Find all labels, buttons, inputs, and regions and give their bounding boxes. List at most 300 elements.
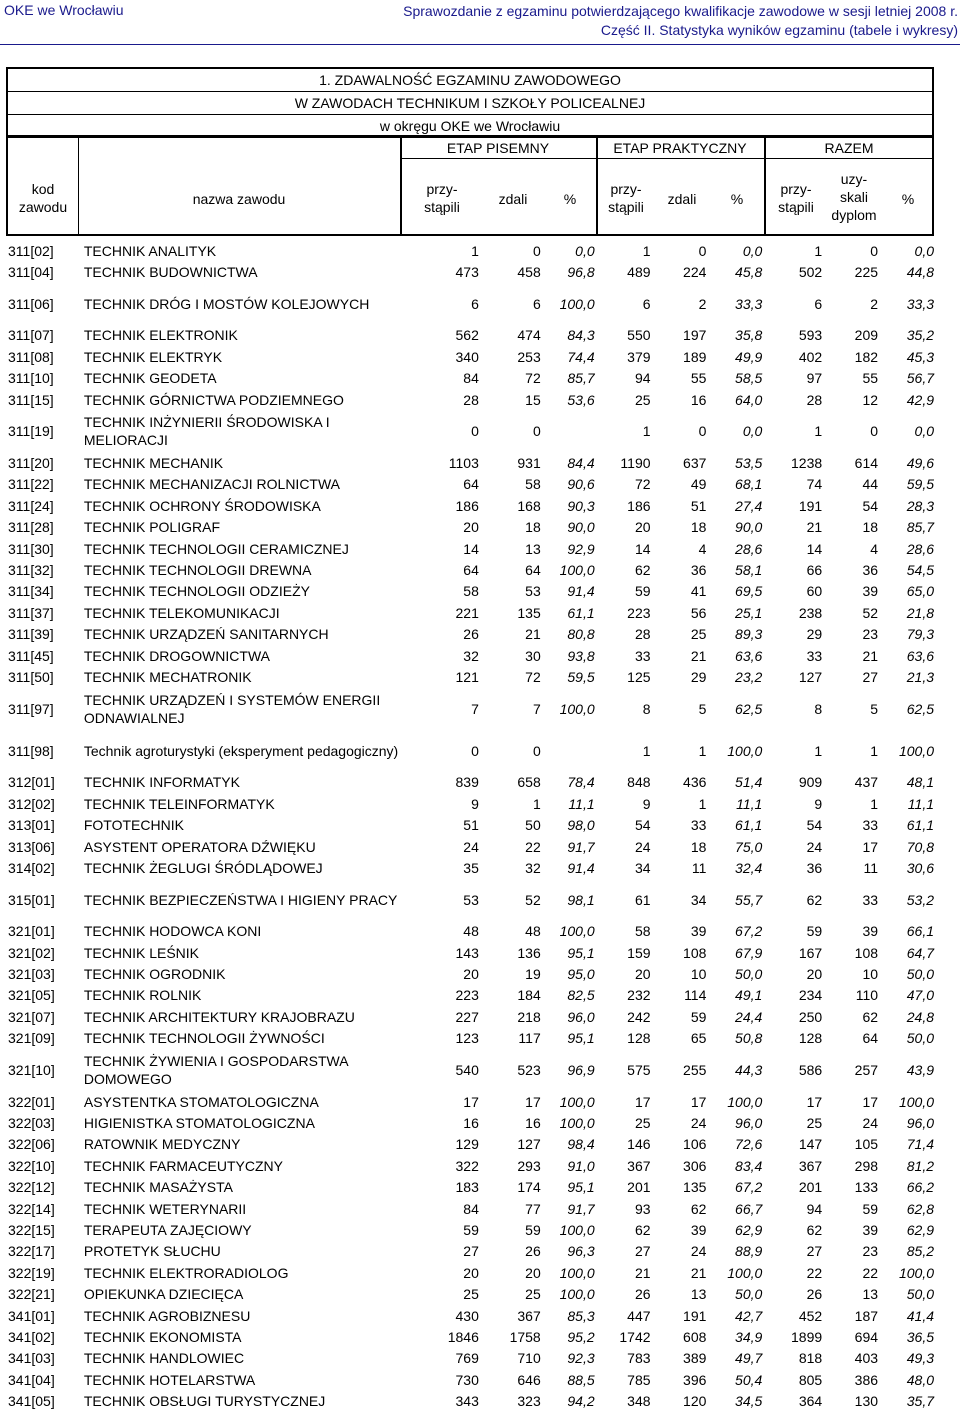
table-row [6, 559, 934, 580]
report-title: Sprawozdanie z egzaminu potwierdzającego kwalifikacje zawodowe w sesji letniej 2008 r. [403, 3, 958, 19]
table-row [6, 623, 934, 644]
total-diploma-value: 437 [854, 774, 879, 791]
written-pct-value [541, 730, 595, 772]
total-took-value: 17 [806, 1093, 823, 1110]
practical-took-value: 14 [634, 540, 651, 557]
written-passed-value: 7 [532, 700, 541, 717]
written-pct-value: 96,8 [567, 264, 595, 281]
practical-passed-value: 29 [690, 668, 707, 685]
total-diploma-value: 17 [862, 838, 879, 855]
practical-pct-value: 89,3 [735, 626, 763, 643]
stage-written: ETAP PISEMNY [446, 140, 550, 156]
total-took-value: 1238 [791, 455, 823, 472]
table-row [6, 602, 934, 623]
practical-took-value: 1 [642, 423, 651, 440]
total-took-value: 586 [798, 1061, 823, 1078]
total-diploma-value: 403 [854, 1350, 879, 1367]
written-pct-value: 100,0 [559, 295, 595, 312]
total-pct-value: 24,8 [906, 1008, 934, 1025]
occupation-name: TERAPEUTA ZAJĘCIOWY [83, 1221, 252, 1238]
occupation-code: 341[03] [8, 1350, 55, 1367]
written-pct-value: 95,2 [567, 1328, 595, 1345]
written-took-value: 186 [455, 497, 479, 514]
page-header-right [403, 2, 958, 40]
occupation-code: 313[06] [8, 838, 55, 855]
practical-took-value: 20 [634, 966, 651, 983]
practical-took-value: 94 [634, 370, 651, 387]
practical-pct-value: 69,5 [735, 583, 763, 600]
total-took-value: 1 [814, 742, 823, 759]
practical-pct-value: 53,5 [735, 455, 763, 472]
table-title: 1. ZDAWALNOŚĆ EGZAMINU ZAWODOWEGO [319, 72, 621, 88]
total-took-value: 21 [806, 519, 823, 536]
page-header-left: OKE we Wrocławiu [4, 2, 124, 18]
total-took-value: 94 [806, 1200, 823, 1217]
total-pct-value: 62,8 [906, 1200, 934, 1217]
written-took-value: 343 [455, 1393, 479, 1410]
total-diploma-value: 10 [862, 966, 879, 983]
written-took-value: 123 [455, 1030, 479, 1047]
practical-pct-value: 63,6 [735, 647, 763, 664]
total-pct-value: 71,4 [906, 1136, 934, 1153]
occupation-code: 311[07] [8, 327, 54, 344]
written-took-value: 223 [455, 987, 479, 1004]
written-took-value: 64 [463, 476, 479, 493]
total-took-value: 20 [806, 966, 823, 983]
practical-pct-value: 51,4 [735, 774, 763, 791]
total-took-value: 128 [798, 1030, 823, 1047]
occupation-code: 321[01] [8, 923, 55, 940]
written-pct-value: 93,8 [567, 647, 595, 664]
written-passed-value: 21 [525, 626, 541, 643]
written-took-value: 322 [455, 1157, 479, 1174]
occupation-name: TECHNIK HANDLOWIEC [83, 1350, 245, 1367]
col-written-passed: zdali [498, 191, 528, 207]
practical-took-value: 8 [642, 700, 651, 717]
occupation-name: TECHNIK ROLNIK [83, 987, 202, 1004]
practical-took-value: 1742 [619, 1328, 651, 1345]
total-diploma-value: 105 [854, 1136, 879, 1153]
practical-passed-value: 608 [683, 1328, 707, 1345]
practical-passed-value: 17 [690, 1093, 707, 1110]
table-row [6, 1241, 934, 1262]
occupation-code: 311[02] [8, 242, 54, 259]
total-diploma-value: 694 [854, 1328, 879, 1345]
practical-pct-value: 11,1 [736, 795, 763, 812]
total-pct-value: 100,0 [898, 1093, 934, 1110]
practical-took-value: 489 [627, 264, 651, 281]
total-took-value: 1899 [791, 1328, 823, 1345]
practical-pct-value: 67,2 [735, 923, 763, 940]
occupation-name: TECHNIK LEŚNIK [83, 944, 199, 961]
table-row [6, 389, 934, 410]
written-pct-value: 85,7 [567, 370, 595, 387]
practical-passed-value: 56 [690, 604, 707, 621]
practical-took-value: 783 [627, 1350, 651, 1367]
written-took-value: 769 [455, 1350, 479, 1367]
practical-pct-value: 67,9 [735, 944, 763, 961]
written-passed-value: 136 [517, 944, 541, 961]
practical-passed-value: 396 [683, 1371, 707, 1388]
total-took-value: 60 [806, 583, 823, 600]
occupation-code: 322[03] [8, 1115, 55, 1132]
occupation-name: TECHNIK BEZPIECZEŃSTWA I HIGIENY PRACY [83, 891, 398, 908]
practical-pct-value: 0,0 [742, 423, 763, 440]
occupation-name: ASYSTENT OPERATORA DŹWIĘKU [83, 838, 316, 855]
total-pct-value: 45,3 [906, 348, 934, 365]
practical-pct-value: 50,4 [735, 1371, 763, 1388]
written-passed-value: 323 [517, 1393, 541, 1410]
written-took-value: 143 [455, 944, 479, 961]
occupation-name: TECHNIK TECHNOLOGII ŻYWNOŚCI [83, 1030, 325, 1047]
total-diploma-value: 18 [862, 519, 879, 536]
total-pct-value: 59,5 [906, 476, 934, 493]
occupation-name: HIGIENISTKA STOMATOLOGICZNA [83, 1115, 315, 1132]
occupation-code: 311[30] [8, 540, 54, 557]
written-passed-value: 253 [517, 348, 541, 365]
total-took-value: 28 [806, 391, 823, 408]
practical-took-value: 550 [627, 327, 651, 344]
total-took-value: 402 [798, 348, 823, 365]
occupation-code: 312[02] [8, 795, 55, 812]
written-passed-value: 20 [525, 1264, 541, 1281]
col-name-header: nazwa zawodu [192, 191, 286, 207]
table-row [6, 1049, 934, 1091]
practical-pct-value: 33,3 [735, 295, 763, 312]
practical-passed-value: 106 [683, 1136, 707, 1153]
table-row [6, 410, 934, 452]
occupation-name: TECHNIK GÓRNICTWA PODZIEMNEGO [83, 391, 344, 408]
practical-took-value: 28 [634, 626, 651, 643]
occupation-name: TECHNIK TECHNOLOGII CERAMICZNEJ [83, 540, 349, 557]
practical-passed-value: 33 [690, 817, 707, 834]
total-took-value: 250 [798, 1008, 823, 1025]
practical-pct-value: 66,7 [735, 1200, 763, 1217]
total-pct-value: 50,0 [906, 966, 934, 983]
total-pct-value: 11,1 [907, 795, 934, 812]
total-pct-value: 96,0 [906, 1115, 934, 1132]
table-row [6, 1198, 934, 1219]
occupation-name: TECHNIK OBSŁUGI TURYSTYCZNEJ [83, 1393, 326, 1410]
table-row [6, 1283, 934, 1304]
table-row [6, 836, 934, 857]
practical-took-value: 25 [634, 1115, 651, 1132]
total-took-value: 234 [798, 987, 823, 1004]
written-passed-value: 6 [532, 295, 541, 312]
written-passed-value: 77 [525, 1200, 541, 1217]
written-took-value: 0 [471, 742, 479, 759]
total-pct-value: 48,1 [906, 774, 934, 791]
occupation-code: 311[32] [8, 561, 54, 578]
occupation-code: 311[34] [8, 583, 54, 600]
table-row [6, 921, 934, 942]
table-row [6, 730, 934, 772]
occupation-name: TECHNIK URZĄDZEŃ I SYSTEMÓW ENERGII ODNAWIALNEJ [83, 691, 381, 726]
written-passed-value: 1758 [509, 1328, 541, 1345]
total-diploma-value: 133 [854, 1179, 879, 1196]
total-diploma-value: 22 [862, 1264, 879, 1281]
practical-pct-value: 100,0 [727, 1264, 763, 1281]
total-pct-value: 62,5 [906, 700, 934, 717]
written-passed-value: 174 [517, 1179, 541, 1196]
practical-took-value: 33 [634, 647, 651, 664]
results-table [6, 240, 934, 1412]
practical-pct-value: 34,5 [735, 1393, 763, 1410]
total-pct-value: 81,2 [906, 1157, 934, 1174]
written-passed-value: 293 [517, 1157, 541, 1174]
practical-took-value: 27 [634, 1243, 651, 1260]
occupation-code: 321[02] [8, 944, 55, 961]
written-pct-value: 100,0 [559, 1093, 595, 1110]
total-diploma-value: 12 [862, 391, 879, 408]
written-took-value: 58 [463, 583, 479, 600]
written-took-value: 473 [455, 264, 479, 281]
written-took-value: 14 [463, 540, 479, 557]
occupation-name: TECHNIK MECHATRONIK [83, 668, 252, 685]
written-pct-value: 100,0 [559, 1115, 595, 1132]
practical-passed-value: 24 [690, 1243, 707, 1260]
col-total-pct: % [901, 191, 915, 207]
written-took-value: 1 [471, 242, 479, 259]
written-pct-value: 59,5 [567, 668, 595, 685]
written-passed-value: 17 [525, 1093, 541, 1110]
written-took-value: 25 [463, 1286, 479, 1303]
written-passed-value: 13 [525, 540, 541, 557]
total-pct-value: 79,3 [906, 626, 934, 643]
table-row [6, 1369, 934, 1390]
occupation-code: 311[39] [8, 626, 54, 643]
practical-took-value: 125 [627, 668, 651, 685]
practical-passed-value: 135 [683, 1179, 707, 1196]
written-took-value: 183 [455, 1179, 479, 1196]
table-title-box [6, 67, 934, 137]
occupation-code: 341[02] [8, 1328, 55, 1345]
practical-took-value: 72 [634, 476, 651, 493]
occupation-code: 322[06] [8, 1136, 55, 1153]
total-diploma-value: 44 [862, 476, 879, 493]
total-pct-value: 53,2 [906, 891, 934, 908]
table-row [6, 963, 934, 984]
total-pct-value: 43,9 [906, 1061, 934, 1078]
practical-took-value: 242 [627, 1008, 651, 1025]
written-pct-value: 92,9 [567, 540, 595, 557]
written-passed-value: 48 [525, 923, 541, 940]
stage-practical: ETAP PRAKTYCZNY [613, 140, 747, 156]
practical-pct-value: 68,1 [735, 476, 763, 493]
total-diploma-value: 386 [854, 1371, 879, 1388]
practical-pct-value: 49,1 [735, 987, 763, 1004]
written-took-value: 430 [455, 1307, 479, 1324]
occupation-code: 341[01] [8, 1307, 55, 1324]
total-pct-value: 49,6 [906, 455, 934, 472]
practical-passed-value: 191 [683, 1307, 707, 1324]
total-diploma-value: 39 [862, 923, 879, 940]
total-pct-value: 50,0 [906, 1286, 934, 1303]
occupation-name: TECHNIK INFORMATYK [83, 774, 240, 791]
total-took-value: 147 [798, 1136, 823, 1153]
occupation-code: 311[50] [8, 668, 54, 685]
practical-pct-value: 90,0 [735, 519, 763, 536]
total-diploma-value: 33 [862, 891, 879, 908]
occupation-name: TECHNIK MECHANIK [83, 455, 224, 472]
written-took-value: 26 [463, 626, 479, 643]
practical-passed-value: 120 [683, 1393, 707, 1410]
practical-passed-value: 25 [690, 626, 707, 643]
written-passed-value: 50 [525, 817, 541, 834]
table-row [6, 1177, 934, 1198]
practical-pct-value: 58,1 [735, 561, 763, 578]
practical-took-value: 785 [627, 1371, 651, 1388]
occupation-name: TECHNIK FARMACEUTYCZNY [83, 1157, 283, 1174]
practical-passed-value: 306 [683, 1157, 707, 1174]
written-took-value: 16 [463, 1115, 479, 1132]
written-took-value: 6 [471, 295, 479, 312]
written-passed-value: 710 [517, 1350, 541, 1367]
total-took-value: 62 [806, 1221, 823, 1238]
total-took-value: 238 [798, 604, 823, 621]
table-row [6, 1390, 934, 1411]
practical-took-value: 223 [627, 604, 651, 621]
practical-pct-value: 35,8 [735, 327, 763, 344]
table-row [6, 1326, 934, 1347]
practical-passed-value: 39 [690, 923, 707, 940]
occupation-code: 341[05] [8, 1393, 55, 1410]
written-took-value: 227 [455, 1008, 479, 1025]
written-took-value: 20 [463, 1264, 479, 1281]
practical-passed-value: 16 [690, 391, 707, 408]
practical-took-value: 159 [627, 944, 651, 961]
col-code-header: kod zawodu [18, 181, 68, 215]
written-pct-value: 94,2 [567, 1393, 595, 1410]
written-took-value: 84 [463, 1200, 479, 1217]
practical-pct-value: 96,0 [735, 1115, 763, 1132]
total-took-value: 66 [806, 561, 823, 578]
table-row [6, 452, 934, 473]
total-diploma-value: 27 [862, 668, 879, 685]
occupation-name: TECHNIK AGROBIZNESU [83, 1307, 251, 1324]
practical-pct-value: 64,0 [735, 391, 763, 408]
written-took-value: 20 [463, 966, 479, 983]
written-passed-value: 26 [525, 1243, 541, 1260]
total-took-value: 364 [798, 1393, 823, 1410]
occupation-name: TECHNIK ARCHITEKTURY KRAJOBRAZU [83, 1008, 355, 1025]
practical-passed-value: 21 [690, 1264, 707, 1281]
table-row [6, 495, 934, 516]
practical-took-value: 1 [642, 742, 651, 759]
total-pct-value: 47,0 [906, 987, 934, 1004]
total-diploma-value: 54 [862, 497, 879, 514]
written-pct-value: 91,0 [567, 1157, 595, 1174]
practical-took-value: 367 [627, 1157, 651, 1174]
occupation-code: 322[12] [8, 1179, 55, 1196]
practical-passed-value: 4 [698, 540, 707, 557]
table-subtitle: W ZAWODACH TECHNIKUM I SZKOŁY POLICEALNEJ [8, 91, 932, 114]
written-pct-value: 100,0 [559, 700, 595, 717]
col-practical-pct: % [730, 191, 744, 207]
written-took-value: 730 [455, 1371, 479, 1388]
written-passed-value: 646 [517, 1371, 541, 1388]
practical-took-value: 17 [634, 1093, 651, 1110]
written-pct-value: 53,6 [567, 391, 595, 408]
col-written-pct: % [563, 191, 577, 207]
written-took-value: 0 [471, 423, 479, 440]
practical-pct-value: 32,4 [735, 859, 763, 876]
practical-passed-value: 436 [683, 774, 707, 791]
occupation-name: TECHNIK EKONOMISTA [83, 1328, 242, 1345]
practical-took-value: 848 [627, 774, 651, 791]
total-took-value: 27 [806, 1243, 823, 1260]
written-pct-value: 95,0 [567, 966, 595, 983]
table-row [6, 1262, 934, 1283]
occupation-name: TECHNIK MASAŻYSTA [83, 1179, 233, 1196]
total-diploma-value: 24 [862, 1115, 879, 1132]
col-total-diploma: uzy- skali dyplom [831, 171, 877, 223]
practical-passed-value: 51 [690, 497, 707, 514]
total-took-value: 593 [798, 327, 823, 344]
total-took-value: 22 [806, 1264, 823, 1281]
total-diploma-value: 11 [863, 859, 879, 876]
total-pct-value: 44,8 [906, 264, 934, 281]
written-took-value: 28 [463, 391, 479, 408]
written-pct-value: 95,1 [567, 1030, 595, 1047]
total-pct-value: 50,0 [906, 1030, 934, 1047]
total-diploma-value: 187 [854, 1307, 879, 1324]
occupation-code: 311[10] [8, 370, 54, 387]
practical-pct-value: 0,0 [742, 242, 763, 259]
total-took-value: 62 [806, 891, 823, 908]
total-pct-value: 21,8 [906, 604, 934, 621]
written-passed-value: 474 [517, 327, 541, 344]
table-row [6, 814, 934, 835]
total-pct-value: 54,5 [906, 561, 934, 578]
total-diploma-value: 23 [862, 626, 879, 643]
written-took-value: 1846 [447, 1328, 479, 1345]
practical-pct-value: 72,6 [735, 1136, 763, 1153]
total-diploma-value: 2 [870, 295, 879, 312]
written-pct-value: 95,1 [567, 944, 595, 961]
total-diploma-value: 36 [862, 561, 879, 578]
written-took-value: 35 [463, 859, 479, 876]
written-pct-value: 100,0 [559, 561, 595, 578]
written-passed-value: 58 [525, 476, 541, 493]
written-passed-value: 59 [525, 1221, 541, 1238]
total-pct-value: 49,3 [906, 1350, 934, 1367]
occupation-code: 315[01] [8, 891, 55, 908]
written-took-value: 839 [455, 774, 479, 791]
table-row [6, 772, 934, 793]
written-passed-value: 72 [525, 668, 541, 685]
practical-took-value: 24 [634, 838, 651, 855]
total-diploma-value: 0 [870, 423, 879, 440]
total-diploma-value: 39 [862, 1221, 879, 1238]
written-pct-value: 100,0 [559, 923, 595, 940]
written-passed-value: 19 [525, 966, 541, 983]
written-took-value: 27 [463, 1243, 479, 1260]
practical-took-value: 62 [634, 1221, 651, 1238]
occupation-name: TECHNIK OCHRONY ŚRODOWISKA [83, 497, 321, 514]
occupation-code: 311[28] [8, 519, 54, 536]
divider [78, 138, 79, 234]
total-diploma-value: 39 [862, 583, 879, 600]
written-pct-value: 82,5 [567, 987, 595, 1004]
written-passed-value: 168 [517, 497, 541, 514]
total-diploma-value: 33 [862, 817, 879, 834]
occupation-code: 311[19] [8, 423, 54, 440]
occupation-name: TECHNIK TECHNOLOGII ODZIEŻY [83, 583, 310, 600]
total-took-value: 8 [814, 700, 823, 717]
practical-took-value: 58 [634, 923, 651, 940]
occupation-code: 311[37] [8, 604, 54, 621]
